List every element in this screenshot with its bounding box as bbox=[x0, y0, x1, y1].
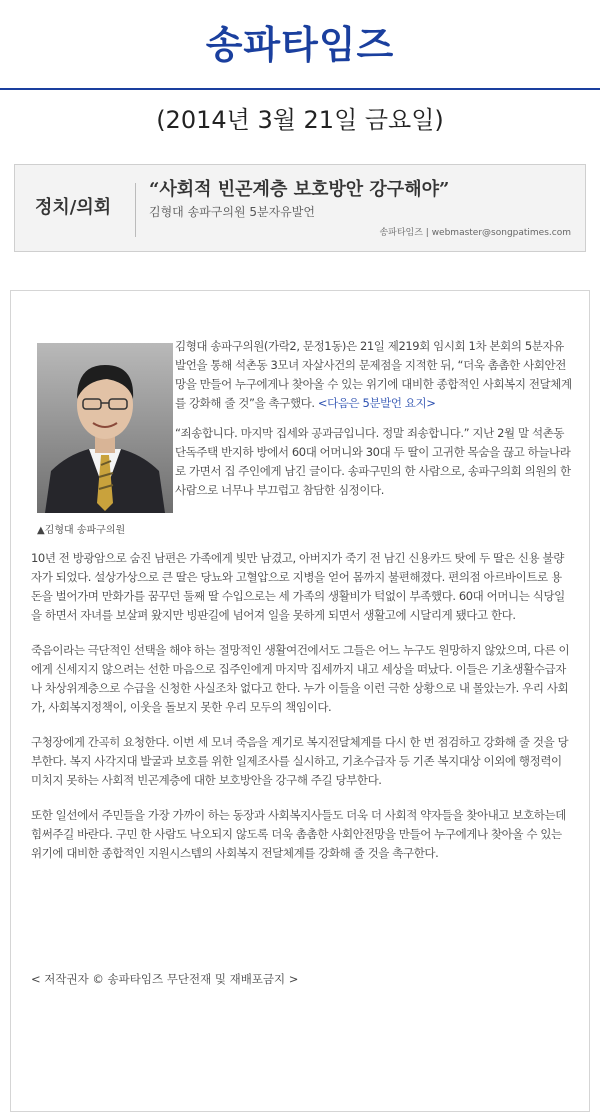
article-intro bbox=[175, 337, 573, 511]
masthead-divider bbox=[0, 88, 600, 90]
portrait-image bbox=[37, 343, 173, 513]
body-paragraph: 구청장에게 간곡히 요청한다. 이번 세 모녀 죽음을 계기로 복지전달체계를 다시 한 번 점검하고 강화해 줄 것을 당부한다. 복지 사각지대 발굴과 보호를 위한 일제조사를 실시하고, 기초수급자 등 기존 복지대상 이외에 행정력이 미치지 못하는 사회적 빈곤계층에 대한 보호방안을 강구해 주길 당부한다. bbox=[31, 735, 569, 787]
photo-caption: ▲김형대 송파구의원 bbox=[37, 525, 126, 536]
councilor-photo bbox=[37, 343, 173, 513]
article-subhead: 김형대 송파구의원 5분자유발언 bbox=[149, 205, 315, 219]
article-byline: 송파타임즈 | webmaster@songpatimes.com bbox=[379, 228, 571, 238]
intro-paragraph bbox=[175, 337, 573, 413]
copyright-notice: < 저작권자 © 송파타임즈 무단전재 및 재배포금지 > bbox=[31, 972, 299, 986]
article-body-box bbox=[10, 290, 590, 1112]
section-label[interactable]: 정치/의회 bbox=[35, 197, 112, 218]
article-headline: “사회적 빈곤계층 보호방안 강구해야” bbox=[149, 179, 450, 200]
body-paragraph: 또한 일선에서 주민들을 가장 가까이 하는 동장과 사회복지사들도 더욱 더 사회적 약자들을 찾아내고 보호하는데 힘써주길 바란다. 구민 한 사람도 낙오되지 않도록 더욱 촘촘한 사회안전망을 만들어 누구에게나 찾아올 수 있는 위기에 대비한 종합적인 지원시스템의 사회복지 전달체계를 강화해 줄 것을 촉구한다. bbox=[31, 808, 566, 860]
body-paragraph: 10년 전 방광암으로 숨진 남편은 가족에게 빚만 남겼고, 아버지가 죽기 전 남긴 신용카드 탓에 두 딸은 신용 불량자가 되었다. 설상가상으로 큰 딸은 당뇨와 고혈압으로 지병을 얻어 몸까지 불편해졌다. 편의점 아르바이트로 용돈을 벌어가며 만화가를 꿈꾸던 둘째 딸 수입으로는 세 가족의 생활비가 턱없이 부족했다. 60대 어머니는 식당일을 하면서 자녀를 보살펴 왔지만 빙판길에 넘어져 일을 못하게 되면서 생활고에 시달리게 됐다고 한다. bbox=[31, 551, 565, 622]
quote-paragraph: “죄송합니다. 마지막 집세와 공과금입니다. 정말 죄송합니다.” 지난 2월 말 석촌동 단독주택 반지하 방에서 60대 어머니와 30대 두 딸이 고귀한 목숨을 끊고 하늘나라로 가면서 집 주인에게 남긴 글이다. 송파구민의 한 사람으로, 송파구의회 의원의 한 사람으로 너무나 부끄럽고 참담한 심정이다. bbox=[175, 426, 571, 497]
header-divider bbox=[135, 183, 136, 237]
speech-summary-link[interactable]: <다음은 5분발언 요지> bbox=[317, 396, 436, 410]
newspaper-logo[interactable]: 송파타임즈 bbox=[205, 23, 395, 67]
body-paragraph: 죽음이라는 극단적인 선택을 해야 하는 절망적인 생활여건에서도 그들은 어느 누구도 원망하지 않았으며, 다른 이에게 신세지지 않으려는 선한 마음으로 집주인에게 마지막 집세까지 내고 세상을 떠났다. 이들은 기초생활수급자나 차상위계층으로 수급을 신청한 사실조차 없다고 한다. 누가 이들을 이런 극한 상황으로 내 몰았는가. 우리 사회가, 사회복지정책이, 이웃을 돌보지 못한 우리 모두의 책임이다. bbox=[31, 643, 570, 714]
publication-date: (2014년 3월 21일 금요일) bbox=[156, 106, 444, 134]
masthead bbox=[0, 0, 600, 90]
article-header bbox=[14, 164, 586, 252]
intro-text: 김형대 송파구의원(가락2, 문정1동)은 21일 제219회 임시회 1차 본회의 5분자유발언을 통해 석촌동 3모녀 자살사건의 문제점을 지적한 뒤, “더욱 촘촘한 사회안전망을 만들어 누구에게나 찾아올 수 있는 위기에 대비한 종합적인 사회복지 전달체계를 강화해 줄 것”을 촉구했다. bbox=[175, 339, 572, 410]
article-body bbox=[31, 549, 571, 879]
